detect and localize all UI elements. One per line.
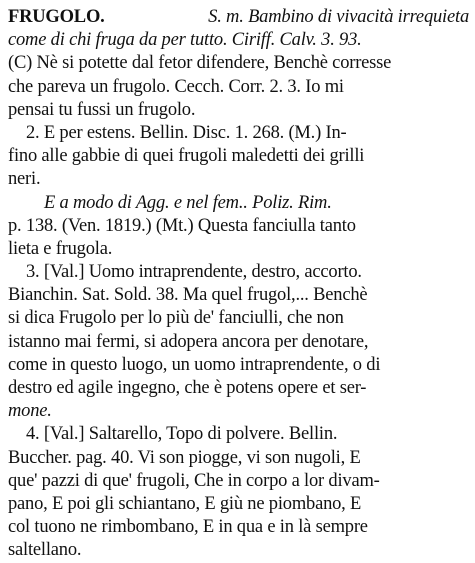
entry-line: pensai tu fussi un frugolo. — [8, 99, 196, 120]
entry-line: istanno mai fermi, si adopera ancora per denotare, — [8, 331, 369, 352]
entry-line: come in questo luogo, un uomo intraprendente, o di — [8, 354, 381, 375]
entry-line: destro ed agile ingegno, che è potens opere et ser- — [8, 378, 367, 398]
entry-line — [8, 6, 469, 29]
entry-line: neri. — [8, 169, 41, 190]
entry-line: 3. [Val.] Uomo intraprendente, destro, accorto. — [26, 262, 362, 283]
entry-line: come di chi fruga da per tutto. Ciriff. Calv. 3. 93. — [8, 30, 362, 51]
entry-line: 2. E per estens. Bellin. Disc. 1. 268. (M.) In- — [26, 122, 347, 143]
entry-line: Bianchin. Sat. Sold. 38. Ma quel frugol,... Benchè — [8, 285, 368, 306]
entry-line: p. 138. (Ven. 1819.) (Mt.) Questa fanciulla tanto — [8, 215, 356, 236]
entry-line: E a modo di Agg. e nel fem.. Poliz. Rim. — [44, 192, 332, 213]
entry-headword: FRUGOLO. — [8, 7, 105, 27]
entry-line: fino alle gabbie di quei frugoli maledetti dei grilli — [8, 146, 365, 167]
entry-line: lieta e frugola. — [8, 238, 113, 259]
entry-line: che pareva un frugolo. Cecch. Corr. 2. 3. Io mi — [8, 76, 344, 97]
entry-line: si dica Frugolo per lo più de' fanciulli, che non — [8, 308, 344, 329]
entry-line: pano, E poi gli schiantano, E giù ne piombano, E — [8, 493, 362, 514]
entry-line: 4. [Val.] Saltarello, Topo di polvere. Bellin. — [26, 424, 338, 445]
entry-line: mone. — [8, 401, 52, 422]
entry-line: (C) Nè si potette dal fetor difendere, Benchè corresse — [8, 53, 392, 74]
entry-line: Buccher. pag. 40. Vi son piogge, vi son nugoli, E — [8, 447, 361, 468]
entry-line: saltellano. — [8, 540, 82, 561]
entry-text: S. m. Bambino di vivacità irrequieta — [208, 7, 469, 27]
entry-line: que' pazzi di que' frugoli, Che in corpo a lor divam- — [8, 470, 380, 491]
entry-line: col tuono ne rimbombano, E in qua e in là sempre — [8, 517, 368, 538]
